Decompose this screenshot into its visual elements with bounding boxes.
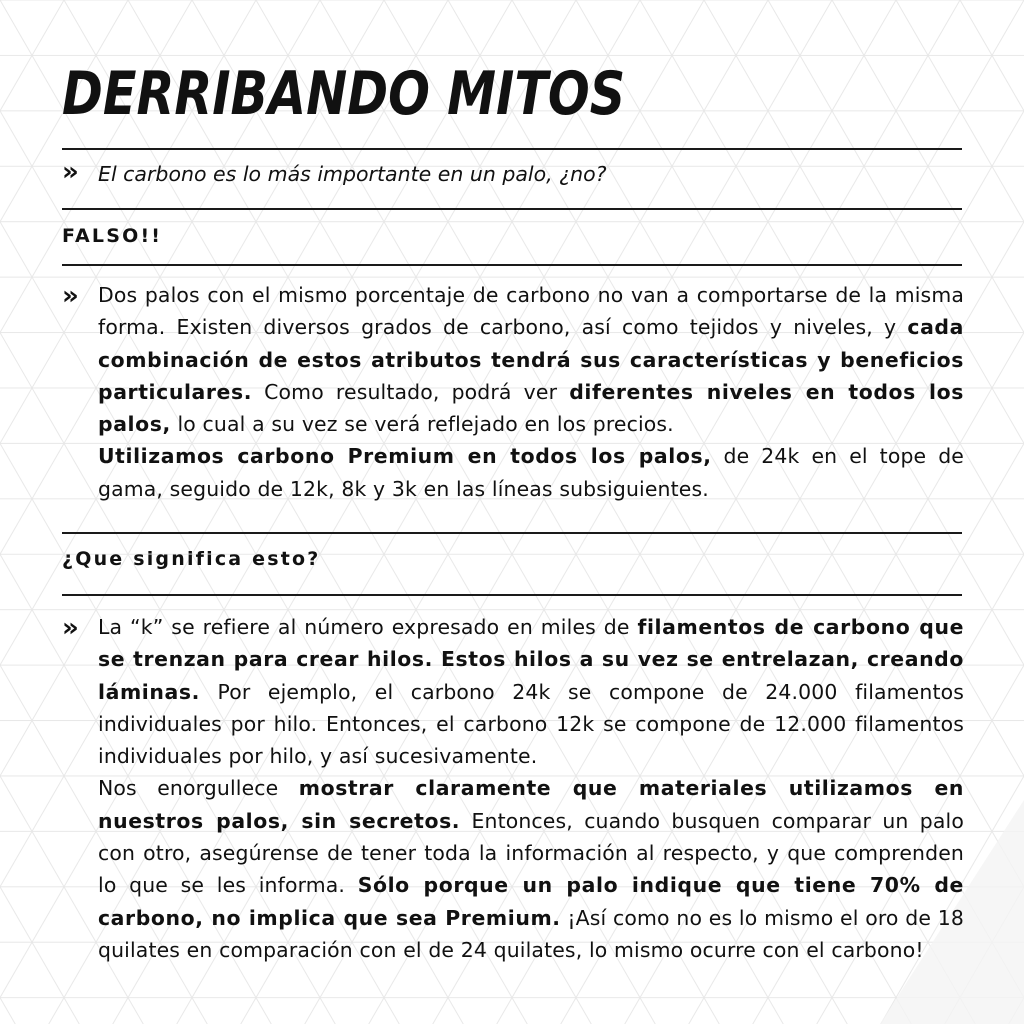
carbon-k-explanation-paragraph [98,611,964,966]
divider [62,532,962,534]
para2-bold-1: filamentos de carbono que se trenzan para crear hilos. Estos hilos a su vez se entrelazan, creando láminas. [98,615,965,704]
para2-bold-3: Sólo porque un palo indique que tiene 70% de carbono, no implica que sea Premium. [98,873,964,930]
divider [62,594,962,596]
divider [62,264,962,266]
verdict-label: FALSO!! [62,225,163,247]
chevron-right-double-icon: » [62,157,79,187]
para2-bold-2: mostrar claramente que materiales utilizamos en nuestros palos, sin secretos. [98,776,964,833]
para1-bold-2: diferentes niveles en todos los palos, [98,379,964,437]
para2-text-3: Nos enorgullece [98,776,299,801]
myth-question-text: El carbono es lo más importante en un palo, ¿no? [98,162,607,186]
chevron-right-double-icon: » [62,613,79,643]
divider [62,208,962,210]
para2-text-2: Por ejemplo, el carbono 24k se compone de 24.000 filamentos individuales por hilo. Entonces, el carbono 12k se compone de 12.000 filamentos individuales por hilo, y así sucesivamente. [98,679,964,769]
para1-bold-3: Utilizamos carbono Premium en todos los palos, [98,444,712,469]
para1-text-2: Como resultado, podrá ver [252,379,570,404]
page-title: DERRIBANDO MITOS [62,59,626,129]
divider [62,148,962,150]
para1-text-4: de 24k en el tope de gama, seguido de 12k, 8k y 3k en las líneas subsiguientes. [98,444,964,501]
para1-text-1: Dos palos con el mismo porcentaje de carbono no van a comportarse de la misma forma. Existen diversos grados de carbono, así como tejidos y niveles, y [98,283,964,340]
explanation-paragraph [98,279,964,505]
para2-text-5: ¡Así como no es lo mismo el oro de 18 quilates en comparación con el de 24 quilates, lo mismo ocurre con el carbono! [98,905,964,962]
para2-text-4: Entonces, cuando busquen comparar un palo con otro, asegúrense de tener toda la información al respecto, y que comprenden lo que se les informa. [98,808,964,898]
chevron-right-double-icon: » [62,281,79,311]
section-heading: ¿Que significa esto? [62,548,321,570]
para1-bold-1: cada combinación de estos atributos tendrá sus características y beneficios particulares. [98,315,964,404]
para2-text-1: La “k” se refiere al número expresado en miles de [98,615,638,639]
para1-text-3: lo cual a su vez se verá reflejado en los precios. [170,412,674,437]
